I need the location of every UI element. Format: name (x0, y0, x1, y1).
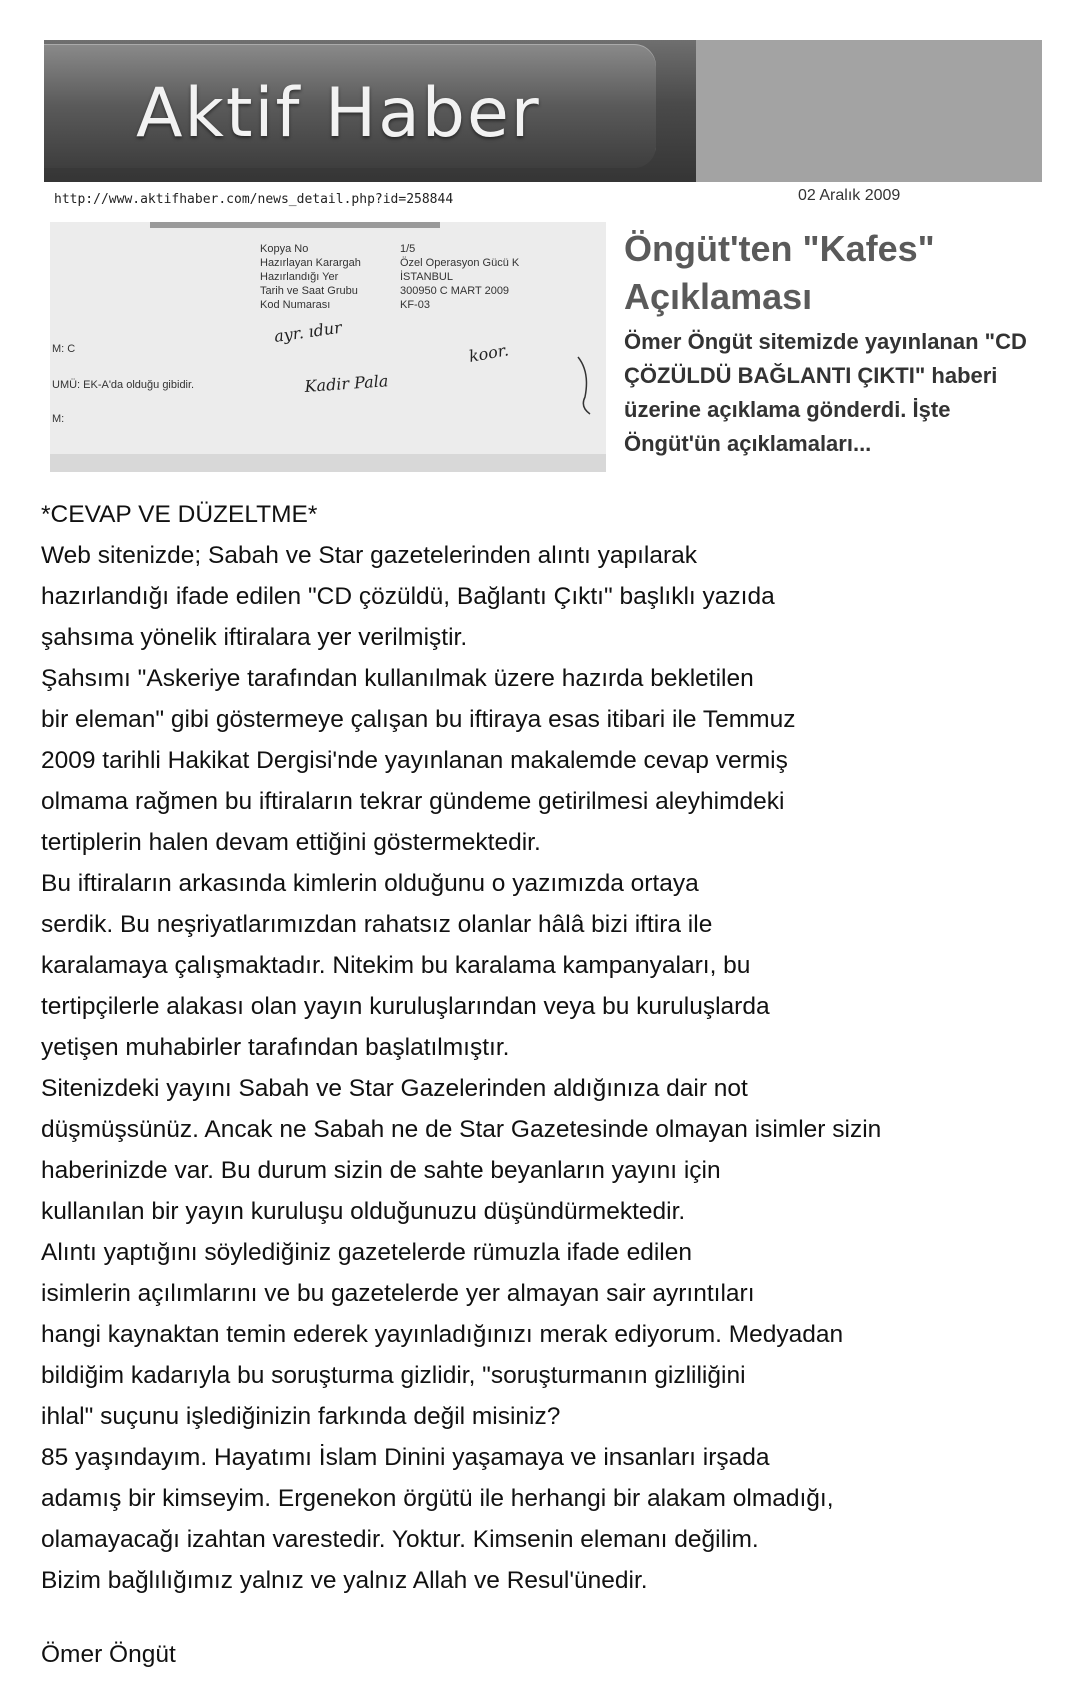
doc-row-label: Tarih ve Saat Grubu (260, 285, 358, 297)
site-banner (44, 40, 1042, 182)
article-summary: Ömer Öngüt sitemizde yayınlanan "CD ÇÖZÜLDÜ BAĞLANTI ÇIKTI" haberi üzerine açıklama gönderdi. İşte Öngüt'ün açıklamaları... (624, 329, 1027, 456)
article-line: isimlerin açılımlarını ve bu gazetelerde yer almayan sair ayrıntıları (41, 1280, 755, 1307)
article-line: kullanılan bir yayın kuruluşu olduğunuzu düşündürmektedir. (41, 1198, 686, 1225)
article-line: hazırlandığı ifade edilen "CD çözüldü, Bağlantı Çıktı" başlıklı yazıda (41, 583, 775, 610)
article-line: hangi kaynaktan temin ederek yayınladığınızı merak ediyorum. Medyadan (41, 1321, 844, 1348)
article-line: adamış bir kimseyim. Ergenekon örgütü ile herhangi bir alakam olmadığı, (41, 1485, 834, 1512)
doc-side-text: M: C (52, 343, 76, 355)
article-line: karalamaya çalışmaktadır. Nitekim bu karalama kampanyaları, bu (41, 952, 751, 979)
handwritten-note: ayr. ıdur (272, 317, 343, 346)
article-body (41, 494, 1071, 1601)
article-line: yetişen muhabirler tarafından başlatılmıştır. (41, 1034, 510, 1061)
article-line: *CEVAP VE DÜZELTME* (41, 501, 318, 528)
publish-date: 02 Aralık 2009 (798, 187, 901, 204)
doc-row-value: KF-03 (400, 299, 430, 311)
handwritten-signature: Kadir Pala (303, 371, 389, 396)
doc-side-text: UMÜ: EK-A'da olduğu gibidir. (52, 379, 195, 391)
doc-row-value: 1/5 (400, 243, 416, 255)
article-line: bir eleman" gibi göstermeye çalışan bu iftiraya esas itibari ile Temmuz (41, 706, 796, 733)
article-line: olmama rağmen bu iftiraların tekrar gündeme getirilmesi aleyhimdeki (41, 788, 785, 815)
article-line: ihlal" suçunu işlediğinizin farkında değil misiniz? (41, 1403, 561, 1430)
article-line: 2009 tarihli Hakikat Dergisi'nde yayınlanan makalemde cevap vermiş (41, 747, 788, 774)
article-line: tertipçilerle alakası olan yayın kuruluşlarından veya bu kuruluşlarda (41, 993, 770, 1020)
article-line: düşmüşsünüz. Ancak ne Sabah ne de Star Gazetesinde olmayan isimler sizin (41, 1116, 882, 1143)
article-headline: Öngüt'ten "Kafes" Açıklaması (624, 228, 935, 317)
doc-row-label: Hazırlayan Karargah (260, 257, 361, 269)
doc-row-value: 300950 C MART 2009 (400, 285, 510, 297)
handwritten-note: koor. (467, 340, 511, 366)
doc-row-value: Özel Operasyon Gücü K (400, 257, 520, 269)
article-line: olamayacağı izahtan varestedir. Yoktur. Kimsenin elemanı değilim. (41, 1526, 759, 1553)
article-line: serdik. Bu neşriyatlarımızdan rahatsız olanlar hâlâ bizi iftira ile (41, 911, 713, 938)
article-line: Sitenizdeki yayını Sabah ve Star Gazelerinden aldığınıza dair not (41, 1075, 748, 1102)
doc-row-value: İSTANBUL (400, 271, 453, 283)
article-line: Bu iftiraların arkasında kimlerin olduğunu o yazımızda ortaya (41, 870, 699, 897)
banner-right-panel (696, 40, 1042, 182)
doc-row-label: Kod Numarası (260, 299, 331, 311)
doc-side-text: M: (52, 413, 65, 425)
article-line: Şahsımı "Askeriye tarafından kullanılmak üzere hazırda bekletilen (41, 665, 754, 692)
document-photo (50, 222, 606, 472)
article-line: Alıntı yaptığını söylediğiniz gazetelerde rümuzla ifade edilen (41, 1239, 692, 1266)
article-line: tertiplerin halen devam ettiğini göstermektedir. (41, 829, 541, 856)
doc-row-label: Hazırlandığı Yer (260, 271, 339, 283)
site-logo[interactable]: Aktif Haber (136, 74, 541, 153)
article-signature: Ömer Öngüt (41, 1641, 176, 1668)
article-line: bildiğim kadarıyla bu soruşturma gizlidir, "soruşturmanın gizliliğini (41, 1362, 746, 1389)
article-line: Web sitenizde; Sabah ve Star gazetelerinden alıntı yapılarak (41, 542, 697, 569)
article-line: 85 yaşındayım. Hayatımı İslam Dinini yaşamaya ve insanları irşada (41, 1444, 770, 1471)
article-line: haberinizde var. Bu durum sizin de sahte beyanların yayını için (41, 1157, 721, 1184)
article-line: şahsıma yönelik iftiralara yer verilmiştir. (41, 624, 468, 651)
article-line: Bizim bağlılığımız yalnız ve yalnız Allah ve Resul'ünedir. (41, 1567, 648, 1594)
source-url: http://www.aktifhaber.com/news_detail.php?id=258844 (54, 192, 454, 207)
logo-tab[interactable] (44, 44, 656, 168)
doc-row-label: Kopya No (260, 243, 309, 255)
